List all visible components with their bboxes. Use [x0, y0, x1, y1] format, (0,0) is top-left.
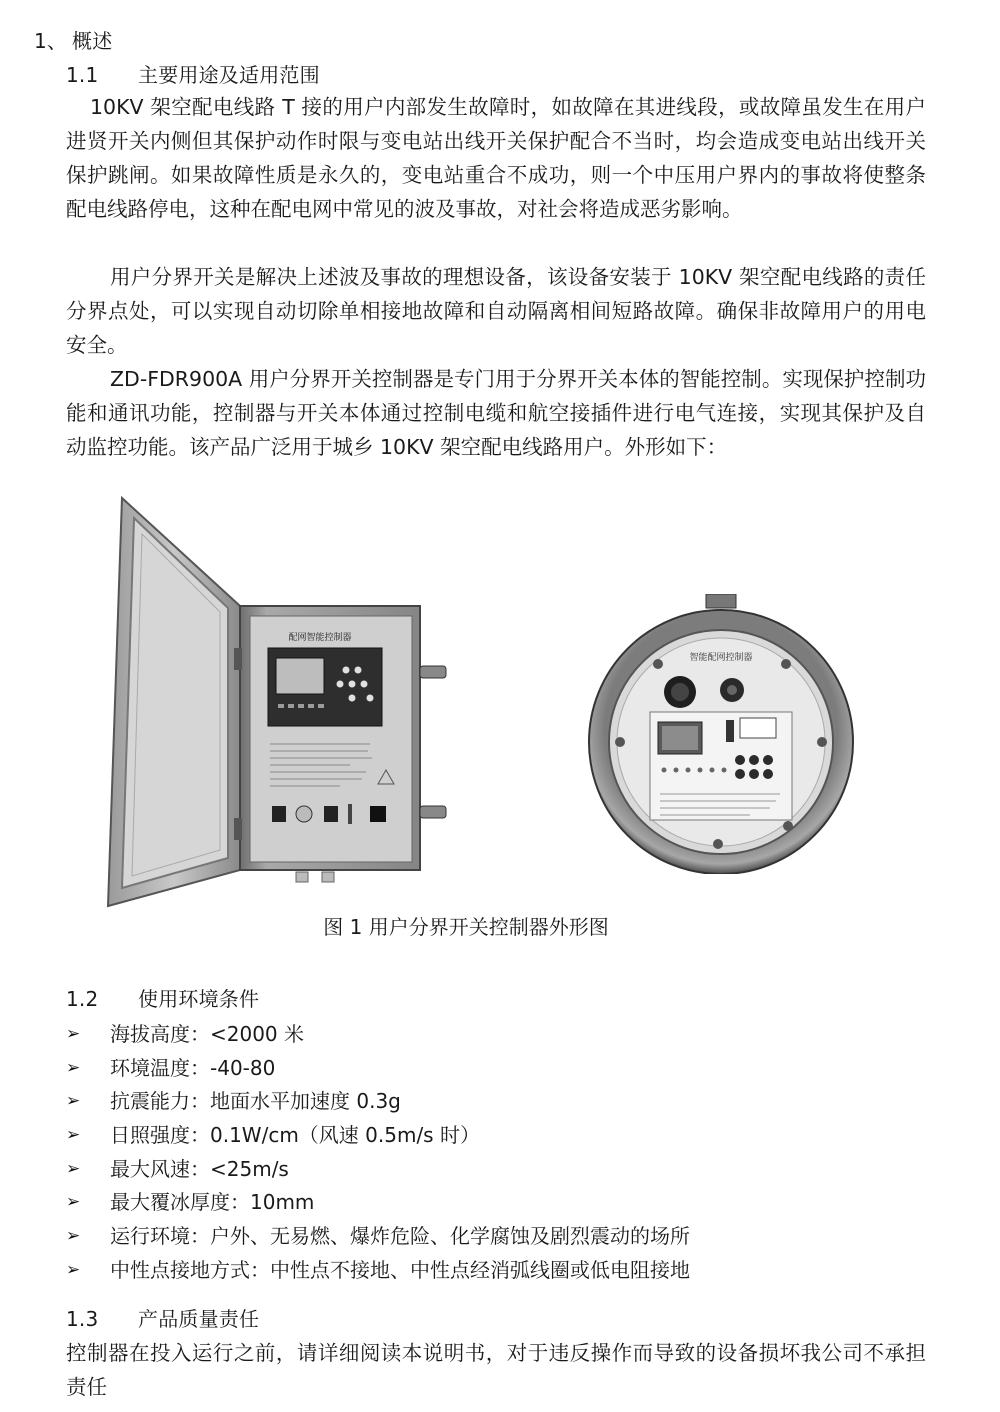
list-item: ➢ 海拔高度：<2000 米 [66, 1017, 690, 1051]
section-number: 1、 [34, 29, 68, 53]
paragraph-switch-purpose: 用户分界开关是解决上述波及事故的理想设备，该设备安装于 10KV 架空配电线路的责任分界点处，可以实现自动切除单相接地故障和自动隔离相间短路故障。确保非故障用户的用电安全。 [66, 265, 926, 357]
paragraph-quality-responsibility: 控制器在投入运行之前，请详细阅读本说明书，对于违反操作而导致的设备损坏我公司不承担责任 [66, 1341, 926, 1399]
list-item: ➢ 运行环境：户外、无易燃、爆炸危险、化学腐蚀及剧烈震动的场所 [66, 1219, 690, 1253]
section-1-1-heading [66, 62, 320, 88]
paragraph-product-intro: ZD-FDR900A 用户分界开关控制器是专门用于分界开关本体的智能控制。实现保护控制功能和通讯功能，控制器与开关本体通过控制电缆和航空接插件进行电气连接，实现其保护及自动监控功能。该产品广泛用于城乡 10KV 架空配电线路用户。外形如下： [66, 367, 926, 459]
list-item: ➢ 最大覆冰厚度：10mm [66, 1185, 690, 1219]
section-title: 主要用途及适用范围 [138, 63, 320, 87]
bullet-arrow-icon: ➢ [66, 1091, 81, 1112]
section-title: 使用环境条件 [138, 987, 260, 1011]
list-item: ➢ 环境温度：-40-80 [66, 1051, 690, 1085]
paragraph-background: 10KV 架空配电线路 T 接的用户内部发生故障时，如故障在其进线段，或故障虽发生在用户进贤开关内侧但其保护动作时限与变电站出线开关保护配合不当时，均会造成变电站出线开关保护跳闸。如果故障性质是永久的，变电站重合不成功，则一个中压用户界内的事故将使整条配电线路停电，这种在配电网中常见的波及事故，对社会将造成恶劣影响。 [66, 95, 926, 221]
bullet-arrow-icon: ➢ [66, 1023, 81, 1044]
list-item: ➢ 中性点接地方式：中性点不接地、中性点经消弧线圈或低电阻接地 [66, 1253, 690, 1287]
section-number: 1.2 [66, 987, 99, 1011]
cabinet-controller-photo [100, 488, 460, 913]
section-1-2-heading [66, 986, 259, 1012]
bullet-arrow-icon: ➢ [66, 1158, 81, 1179]
bullet-arrow-icon: ➢ [66, 1192, 81, 1213]
section-title: 概述 [72, 29, 113, 53]
bullet-arrow-icon: ➢ [66, 1057, 81, 1078]
section-title: 产品质量责任 [138, 1307, 260, 1331]
round-controller-photo [580, 594, 865, 874]
environment-conditions-list [66, 1017, 690, 1287]
list-item: ➢ 抗震能力：地面水平加速度 0.3g [66, 1084, 690, 1118]
section-number: 1.3 [66, 1307, 99, 1331]
section-number: 1.1 [66, 63, 99, 87]
cabinet-label: 配网智能控制器 [288, 633, 352, 643]
list-item: ➢ 日照强度：0.1W/cm（风速 0.5m/s 时） [66, 1118, 690, 1152]
bullet-arrow-icon: ➢ [66, 1225, 81, 1246]
list-item: ➢ 最大风速：<25m/s [66, 1152, 690, 1186]
section-1-heading [34, 28, 112, 54]
round-controller-label: 智能配网控制器 [689, 653, 753, 663]
section-1-3-heading [66, 1306, 259, 1332]
bullet-arrow-icon: ➢ [66, 1124, 81, 1145]
figure-caption: 图 1 用户分界开关控制器外形图 [323, 915, 609, 939]
bullet-arrow-icon: ➢ [66, 1259, 81, 1280]
